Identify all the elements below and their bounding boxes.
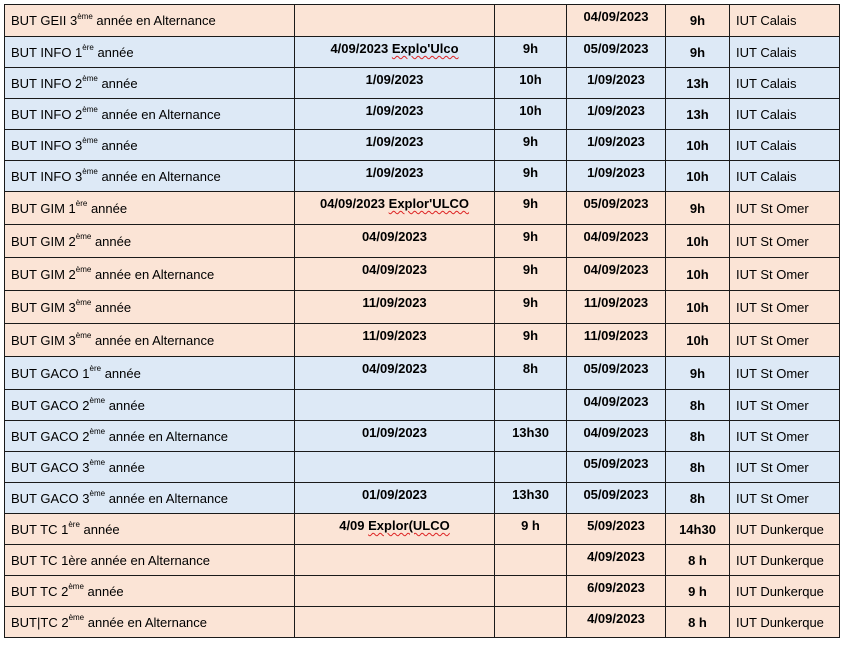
second-date: 4/09/2023 xyxy=(587,549,645,564)
table-row xyxy=(5,291,840,324)
table-row xyxy=(5,37,840,68)
second-date: 05/09/2023 xyxy=(583,196,649,211)
first-hour-cell xyxy=(495,258,567,291)
event-label: Explor'ULCO xyxy=(388,196,470,211)
second-hour: 8h xyxy=(689,397,706,413)
first-hour-cell xyxy=(495,99,567,130)
table-row xyxy=(5,514,840,545)
second-date-cell xyxy=(567,390,666,421)
course-name-rest: année xyxy=(79,521,120,537)
second-date: 5/09/2023 xyxy=(587,518,645,533)
second-hour: 8h xyxy=(689,428,706,444)
second-hour: 8h xyxy=(689,459,706,475)
first-hour-cell xyxy=(495,225,567,258)
second-date: 1/09/2023 xyxy=(587,103,645,118)
first-date-cell xyxy=(295,607,495,638)
course-name-cell xyxy=(5,225,295,258)
second-hour: 8 h xyxy=(688,614,707,630)
second-date-cell xyxy=(567,576,666,607)
site-cell xyxy=(730,161,840,192)
first-date: 11/09/2023 xyxy=(362,328,427,343)
course-name-base: BUT INFO 1 xyxy=(11,44,83,60)
course-name-base: BUT GACO 2 xyxy=(11,397,90,413)
site-cell xyxy=(730,68,840,99)
course-name-sup: ère xyxy=(82,43,94,53)
course-name-rest: année xyxy=(93,44,134,60)
first-date-cell xyxy=(295,192,495,225)
second-date-cell xyxy=(567,99,666,130)
site-name: IUT St Omer xyxy=(736,200,809,216)
second-hour-cell xyxy=(666,37,730,68)
course-name-rest: année en Alternance xyxy=(84,614,208,630)
second-date-cell xyxy=(567,452,666,483)
course-name-sup: ème xyxy=(68,613,85,623)
second-hour-cell xyxy=(666,357,730,390)
site-cell xyxy=(730,99,840,130)
first-hour-cell xyxy=(495,483,567,514)
course-name-base: BUT TC 2 xyxy=(11,583,69,599)
first-date: 1/09/2023 xyxy=(365,165,424,180)
first-hour-cell xyxy=(495,68,567,99)
first-date: 04/09/2023 xyxy=(361,262,428,277)
second-hour-cell xyxy=(666,421,730,452)
course-name-cell xyxy=(5,161,295,192)
second-date: 1/09/2023 xyxy=(587,72,645,87)
second-hour: 8h xyxy=(689,490,706,506)
table-row xyxy=(5,324,840,357)
table-row xyxy=(5,545,840,576)
course-name-cell xyxy=(5,324,295,357)
table-row xyxy=(5,130,840,161)
course-name-base: BUT INFO 2 xyxy=(11,106,83,122)
course-name-cell xyxy=(5,390,295,421)
first-hour: 13h30 xyxy=(512,487,549,502)
second-hour: 10h xyxy=(686,299,709,315)
first-hour-cell xyxy=(495,576,567,607)
first-date-cell xyxy=(295,99,495,130)
course-name-cell xyxy=(5,514,295,545)
second-hour: 13h xyxy=(686,106,709,122)
second-hour: 9h xyxy=(689,200,706,216)
course-name-rest: année xyxy=(97,137,138,153)
course-name-rest: année xyxy=(97,75,138,91)
first-date-cell xyxy=(295,68,495,99)
first-date-cell xyxy=(295,258,495,291)
second-date: 11/09/2023 xyxy=(583,328,649,343)
first-hour-cell xyxy=(495,452,567,483)
second-date: 05/09/2023 xyxy=(583,456,649,471)
course-name-base: BUT GIM 1 xyxy=(11,200,76,216)
site-name: IUT Dunkerque xyxy=(736,583,824,599)
first-hour-cell xyxy=(495,192,567,225)
second-date-cell xyxy=(567,421,666,452)
first-date: 04/09/2023 xyxy=(361,229,428,244)
schedule-body xyxy=(5,5,840,638)
first-date-cell xyxy=(295,545,495,576)
course-name-sup: ème xyxy=(82,136,98,146)
first-hour-cell xyxy=(495,324,567,357)
first-hour: 9h xyxy=(522,229,539,244)
first-date: 04/09/2023 xyxy=(361,361,428,376)
first-date: 1/09/2023 xyxy=(365,134,424,149)
course-name-sup: ème xyxy=(82,74,98,84)
first-date-cell xyxy=(295,130,495,161)
course-name-cell xyxy=(5,421,295,452)
second-hour-cell xyxy=(666,545,730,576)
first-date: 1/09/2023 xyxy=(365,72,424,87)
site-name: IUT Dunkerque xyxy=(736,552,824,568)
first-date-cell xyxy=(295,5,495,37)
schedule-table xyxy=(4,4,840,638)
second-date: 05/09/2023 xyxy=(583,487,649,502)
first-hour-cell xyxy=(495,130,567,161)
course-name-cell xyxy=(5,545,295,576)
course-name-rest: année xyxy=(83,583,124,599)
first-hour-cell xyxy=(495,514,567,545)
second-date-cell xyxy=(567,291,666,324)
first-date: 11/09/2023 xyxy=(362,295,427,310)
first-hour-cell xyxy=(495,161,567,192)
table-row xyxy=(5,576,840,607)
course-name-base: BUT TC 1 xyxy=(11,521,69,537)
first-hour: 10h xyxy=(519,103,542,118)
first-date-cell xyxy=(295,161,495,192)
course-name-base: BUT|TC 2 xyxy=(11,614,69,630)
course-name-cell xyxy=(5,357,295,390)
first-hour-cell xyxy=(495,357,567,390)
course-name-rest: année xyxy=(87,200,128,216)
site-name: IUT St Omer xyxy=(736,233,809,249)
second-date: 04/09/2023 xyxy=(583,425,649,440)
site-cell xyxy=(730,225,840,258)
first-hour: 9h xyxy=(522,134,539,149)
site-name: IUT St Omer xyxy=(736,428,809,444)
site-cell xyxy=(730,130,840,161)
first-date-cell xyxy=(295,225,495,258)
first-date-prefix: 04/09/2023 xyxy=(319,196,389,211)
site-cell xyxy=(730,258,840,291)
second-date: 1/09/2023 xyxy=(587,134,645,149)
second-date: 05/09/2023 xyxy=(583,41,649,56)
second-date-cell xyxy=(567,514,666,545)
site-name: IUT Calais xyxy=(736,168,797,184)
course-name-sup: ème xyxy=(75,331,92,341)
first-date-prefix: 4/09 xyxy=(339,518,369,533)
second-hour: 9h xyxy=(689,13,706,28)
course-name-rest: année xyxy=(101,365,141,381)
second-hour-cell xyxy=(666,225,730,258)
site-name: IUT Dunkerque xyxy=(736,614,824,630)
second-hour-cell xyxy=(666,390,730,421)
table-row xyxy=(5,5,840,37)
second-date-cell xyxy=(567,225,666,258)
second-hour-cell xyxy=(666,483,730,514)
table-row xyxy=(5,99,840,130)
site-name: IUT Calais xyxy=(736,44,797,60)
course-name-rest: année xyxy=(91,299,132,315)
course-name-sup: ème xyxy=(75,298,92,308)
course-name-sup: ère xyxy=(89,364,102,374)
course-name-rest: année en Alternance xyxy=(92,13,216,28)
first-date-cell xyxy=(295,452,495,483)
first-date: 1/09/2023 xyxy=(365,103,424,118)
second-date: 04/09/2023 xyxy=(583,394,649,409)
second-date: 04/09/2023 xyxy=(583,262,649,277)
site-name: IUT St Omer xyxy=(736,365,809,381)
course-name-sup: ème xyxy=(75,232,92,242)
second-date: 11/09/2023 xyxy=(583,295,649,310)
course-name-rest: année xyxy=(105,397,145,413)
course-name-base: BUT GACO 3 xyxy=(11,490,90,506)
course-name-sup: ème xyxy=(89,396,106,406)
course-name-base: BUT GIM 3 xyxy=(11,299,76,315)
course-name-sup: ème xyxy=(75,265,92,275)
second-hour-cell xyxy=(666,99,730,130)
course-name-cell xyxy=(5,130,295,161)
first-hour-cell xyxy=(495,421,567,452)
second-date-cell xyxy=(567,258,666,291)
first-hour: 10h xyxy=(519,72,542,87)
first-date-cell xyxy=(295,514,495,545)
second-date-cell xyxy=(567,607,666,638)
course-name-cell xyxy=(5,99,295,130)
site-name: IUT St Omer xyxy=(736,459,809,475)
second-hour: 13h xyxy=(686,75,709,91)
course-name-sup: ème xyxy=(89,427,106,437)
table-row xyxy=(5,607,840,638)
second-hour-cell xyxy=(666,514,730,545)
site-name: IUT St Omer xyxy=(736,299,809,315)
second-hour: 9 h xyxy=(688,583,707,599)
site-cell xyxy=(730,390,840,421)
second-date: 4/09/2023 xyxy=(587,611,645,626)
second-date-cell xyxy=(567,161,666,192)
first-hour: 9h xyxy=(522,262,539,277)
second-hour-cell xyxy=(666,576,730,607)
course-name-base: BUT GIM 3 xyxy=(11,332,76,348)
second-date-cell xyxy=(567,37,666,68)
course-name-base: BUT GACO 3 xyxy=(11,459,90,475)
course-name-rest: année en Alternance xyxy=(97,168,221,184)
table-row xyxy=(5,68,840,99)
course-name-base: BUT GACO 2 xyxy=(11,428,90,444)
second-date-cell xyxy=(567,324,666,357)
course-name-base: BUT GACO 1 xyxy=(11,365,90,381)
course-name-base: BUT INFO 3 xyxy=(11,137,83,153)
table-row xyxy=(5,192,840,225)
second-hour: 10h xyxy=(686,137,709,153)
first-date-cell xyxy=(295,576,495,607)
second-hour-cell xyxy=(666,291,730,324)
second-hour: 10h xyxy=(686,266,709,282)
second-hour-cell xyxy=(666,68,730,99)
site-name: IUT Calais xyxy=(736,75,797,91)
second-hour: 14h30 xyxy=(679,521,716,537)
course-name-rest: année xyxy=(91,233,132,249)
first-date-prefix: 4/09/2023 xyxy=(330,41,392,56)
site-cell xyxy=(730,452,840,483)
site-name: IUT St Omer xyxy=(736,266,809,282)
first-date-cell xyxy=(295,291,495,324)
site-name: IUT Calais xyxy=(736,13,797,28)
second-hour: 9h xyxy=(689,44,706,60)
first-hour: 9h xyxy=(522,41,539,56)
second-hour-cell xyxy=(666,452,730,483)
course-name-base: BUT INFO 2 xyxy=(11,75,83,91)
site-cell xyxy=(730,514,840,545)
course-name-base: BUT GIM 2 xyxy=(11,233,76,249)
site-cell xyxy=(730,37,840,68)
course-name-cell xyxy=(5,258,295,291)
course-name-rest: année en Alternance xyxy=(91,266,215,282)
first-hour-cell xyxy=(495,607,567,638)
first-hour: 8h xyxy=(522,361,539,376)
second-hour-cell xyxy=(666,161,730,192)
second-hour: 8 h xyxy=(688,552,707,568)
second-hour-cell xyxy=(666,192,730,225)
event-label: Explo'Ulco xyxy=(391,41,459,56)
first-hour-cell xyxy=(495,5,567,37)
site-cell xyxy=(730,357,840,390)
second-hour-cell xyxy=(666,5,730,37)
second-hour: 10h xyxy=(686,168,709,184)
first-hour-cell xyxy=(495,545,567,576)
course-name-cell xyxy=(5,37,295,68)
course-name-rest: année en Alternance xyxy=(105,428,228,444)
course-name-sup: ème xyxy=(82,167,98,177)
table-row xyxy=(5,483,840,514)
first-hour: 9h xyxy=(522,196,539,211)
table-row xyxy=(5,452,840,483)
course-name-cell xyxy=(5,576,295,607)
second-date: 05/09/2023 xyxy=(583,361,649,376)
site-name: IUT Calais xyxy=(736,137,797,153)
site-cell xyxy=(730,324,840,357)
course-name-base: BUT INFO 3 xyxy=(11,168,83,184)
first-hour: 13h30 xyxy=(512,425,549,440)
course-name-rest: année en Alternance xyxy=(105,490,228,506)
course-name-rest: année en Alternance xyxy=(91,332,215,348)
first-hour-cell xyxy=(495,390,567,421)
course-name-cell xyxy=(5,291,295,324)
second-date-cell xyxy=(567,483,666,514)
first-date-cell xyxy=(295,324,495,357)
table-row xyxy=(5,258,840,291)
first-hour-cell xyxy=(495,37,567,68)
site-cell xyxy=(730,483,840,514)
second-hour-cell xyxy=(666,130,730,161)
course-name-cell xyxy=(5,192,295,225)
site-name: IUT Calais xyxy=(736,106,797,122)
course-name-cell xyxy=(5,452,295,483)
first-date-cell xyxy=(295,37,495,68)
first-date-cell xyxy=(295,357,495,390)
table-row xyxy=(5,161,840,192)
site-name: IUT St Omer xyxy=(736,490,809,506)
course-name-rest: année en Alternance xyxy=(97,106,221,122)
course-name-rest: année xyxy=(105,459,145,475)
table-row xyxy=(5,390,840,421)
site-name: IUT Dunkerque xyxy=(736,521,824,537)
first-hour-cell xyxy=(495,291,567,324)
first-date-cell xyxy=(295,390,495,421)
second-date-cell xyxy=(567,68,666,99)
second-date-cell xyxy=(567,130,666,161)
second-date: 1/09/2023 xyxy=(587,165,645,180)
first-date: 01/09/2023 xyxy=(361,487,428,502)
course-name-base: BUT TC 1ère année en Alternance xyxy=(11,552,210,568)
site-cell xyxy=(730,5,840,37)
site-cell xyxy=(730,421,840,452)
course-name-sup: ème xyxy=(82,105,98,115)
second-hour: 9h xyxy=(689,365,706,381)
site-cell xyxy=(730,607,840,638)
course-name-sup: ème xyxy=(89,489,106,499)
table-row xyxy=(5,357,840,390)
first-hour: 9 h xyxy=(521,518,540,533)
course-name-sup: ème xyxy=(89,458,106,468)
site-cell xyxy=(730,192,840,225)
course-name-base: BUT GIM 2 xyxy=(11,266,76,282)
course-name-cell xyxy=(5,483,295,514)
second-hour-cell xyxy=(666,607,730,638)
table-row xyxy=(5,421,840,452)
second-date-cell xyxy=(567,357,666,390)
site-name: IUT St Omer xyxy=(736,332,809,348)
first-hour: 9h xyxy=(522,165,539,180)
course-name-sup: ème xyxy=(68,582,84,592)
first-hour: 9h xyxy=(522,295,539,310)
course-name-sup: ère xyxy=(75,199,88,209)
first-hour: 9h xyxy=(522,328,539,343)
second-hour-cell xyxy=(666,258,730,291)
course-name-sup: ère xyxy=(68,520,80,530)
first-date-cell xyxy=(295,421,495,452)
first-date: 01/09/2023 xyxy=(361,425,428,440)
second-date-cell xyxy=(567,5,666,37)
event-label: Explor(ULCO xyxy=(368,518,450,533)
course-name-sup: ème xyxy=(77,11,93,21)
first-date-cell xyxy=(295,483,495,514)
second-date-cell xyxy=(567,545,666,576)
second-hour: 10h xyxy=(686,332,709,348)
second-hour: 10h xyxy=(686,233,709,249)
course-name-cell xyxy=(5,5,295,37)
site-cell xyxy=(730,576,840,607)
site-cell xyxy=(730,545,840,576)
course-name-cell xyxy=(5,607,295,638)
table-row xyxy=(5,225,840,258)
site-cell xyxy=(730,291,840,324)
site-name: IUT St Omer xyxy=(736,397,809,413)
second-date: 6/09/2023 xyxy=(587,580,645,595)
second-date-cell xyxy=(567,192,666,225)
course-name-base: BUT GEII 3 xyxy=(11,13,78,28)
second-date: 04/09/2023 xyxy=(583,9,649,24)
second-hour-cell xyxy=(666,324,730,357)
course-name-cell xyxy=(5,68,295,99)
second-date: 04/09/2023 xyxy=(583,229,649,244)
